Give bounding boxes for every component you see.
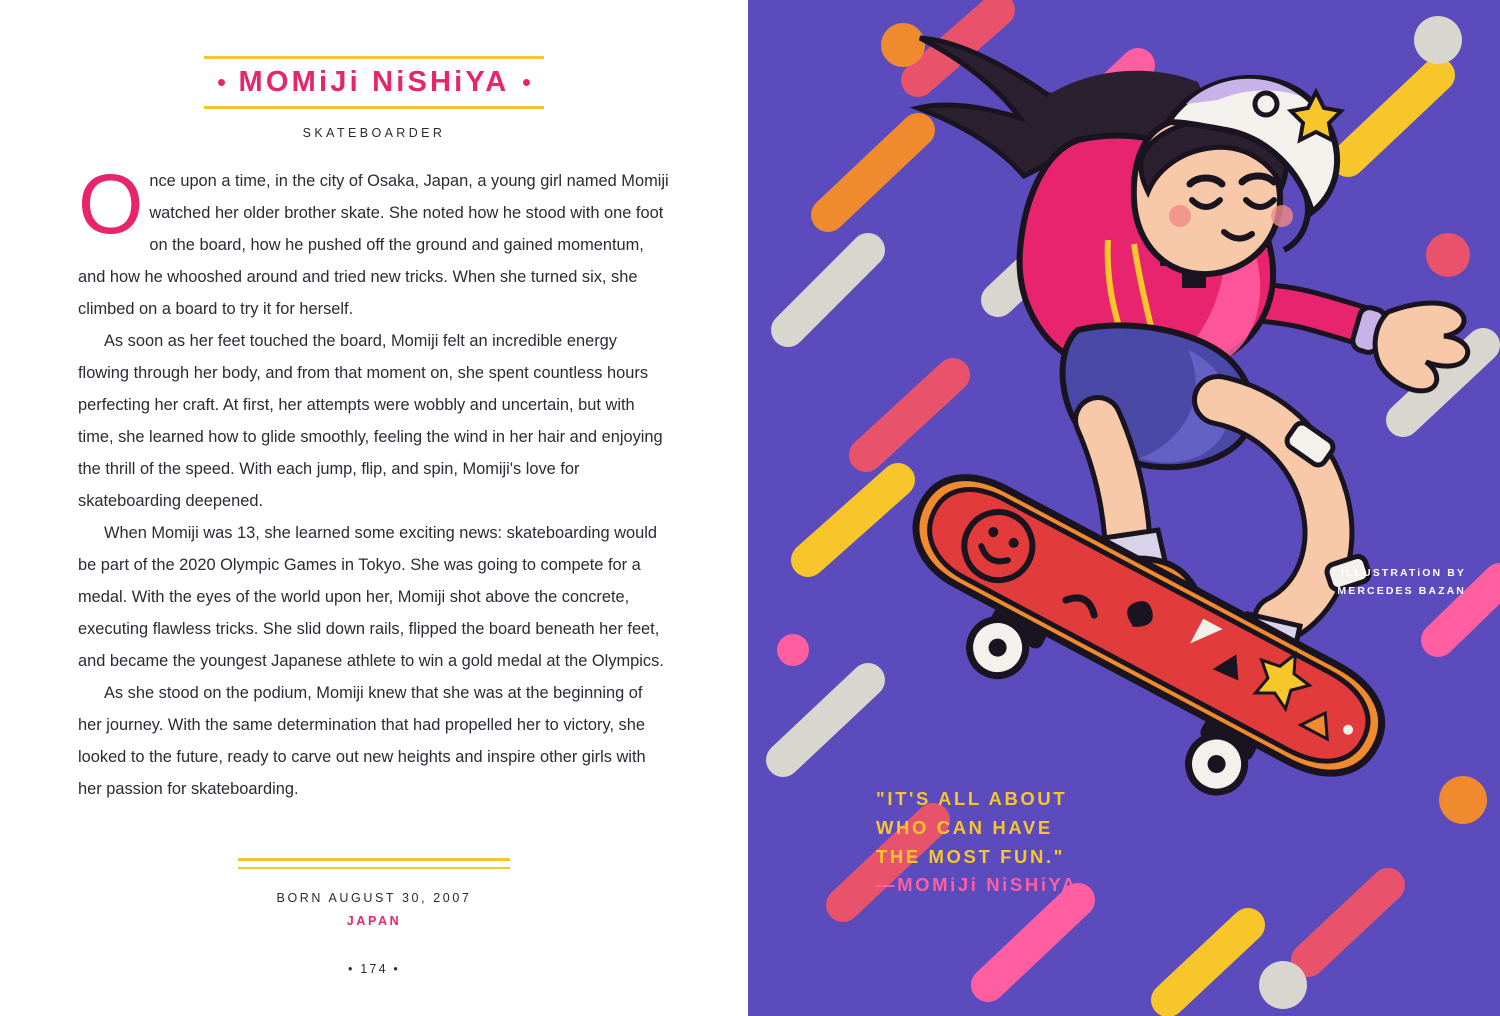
paragraph-3: When Momiji was 13, she learned some exciting news: skateboarding would be part of the 2020 Olympic Games in Tokyo. She was going to compete for a medal. With the eyes of the world upon her, Momiji shot above the concrete, executing flawless tricks. She slid down rails, flipped the board beneath her feet, and became the youngest Japanese athlete to win a gold medal at the Olympics. [78, 523, 664, 670]
bullet-dot-icon [218, 79, 225, 86]
birth-info: BORN AUGUST 30, 2007 [276, 891, 472, 905]
quote-attribution: —MOMiJi NiSHiYA [876, 874, 1078, 896]
bullet-dot-icon [523, 79, 530, 86]
paragraph-4: As she stood on the podium, Momiji knew that she was at the beginning of her journey. With the same determination that had propelled her to victory, she looked to the future, ready to carve out new heights and inspire other girls with her passion for skateboarding. [78, 683, 646, 798]
page-title: MOMiJi NiSHiYA [238, 66, 510, 98]
illustration-credit [1337, 565, 1466, 601]
page-subtitle: SKATEBOARDER [302, 126, 446, 140]
footer-rule-1 [238, 858, 510, 861]
drop-cap: O [78, 157, 144, 251]
title-rule-top [204, 56, 544, 59]
illustration-credit-line-1: ILLUSTRATiON BY [1340, 567, 1466, 579]
quote-line-1: "IT'S ALL ABOUT [876, 788, 1068, 810]
left-page [0, 0, 748, 1016]
page-number: • 174 • [348, 962, 400, 976]
quote-line-2: WHO CAN HAVE [876, 816, 1053, 838]
quote-line-3: THE MOST FUN." [876, 845, 1066, 867]
paragraph-1 [78, 157, 670, 326]
footer-rule-2 [238, 867, 510, 870]
page-footer [0, 858, 748, 976]
illustration-credit-line-2: MERCEDES BAZAN [1337, 584, 1466, 597]
paragraph-1-text: nce upon a time, in the city of Osaka, Japan, a young girl named Momiji watched her older brother skate. She noted how he stood with one foot on the board, how he pushed off the ground and gained momentum, and how he whooshed around and tried new tricks. When she turned six, she climbed on a board to try it for herself. [78, 172, 669, 318]
paragraph-2: As soon as her feet touched the board, Momiji felt an incredible energy flowing through her body, and from that moment on, she spent countless hours perfecting her craft. At first, her attempts were wobbly and uncertain, but with time, she learned how to glide smoothly, feeling the wind in her hair and enjoying the thrill of the speed. With each jump, flip, and spin, Momiji's love for skateboarding deepened. [78, 331, 663, 510]
skateboarder-illustration [748, 0, 1500, 1016]
pull-quote [876, 785, 1078, 900]
article-body [78, 157, 670, 806]
title-rule-bottom [204, 106, 544, 109]
right-page [748, 0, 1500, 1016]
page-title-row [78, 66, 670, 99]
country-label: JAPAN [346, 914, 402, 928]
